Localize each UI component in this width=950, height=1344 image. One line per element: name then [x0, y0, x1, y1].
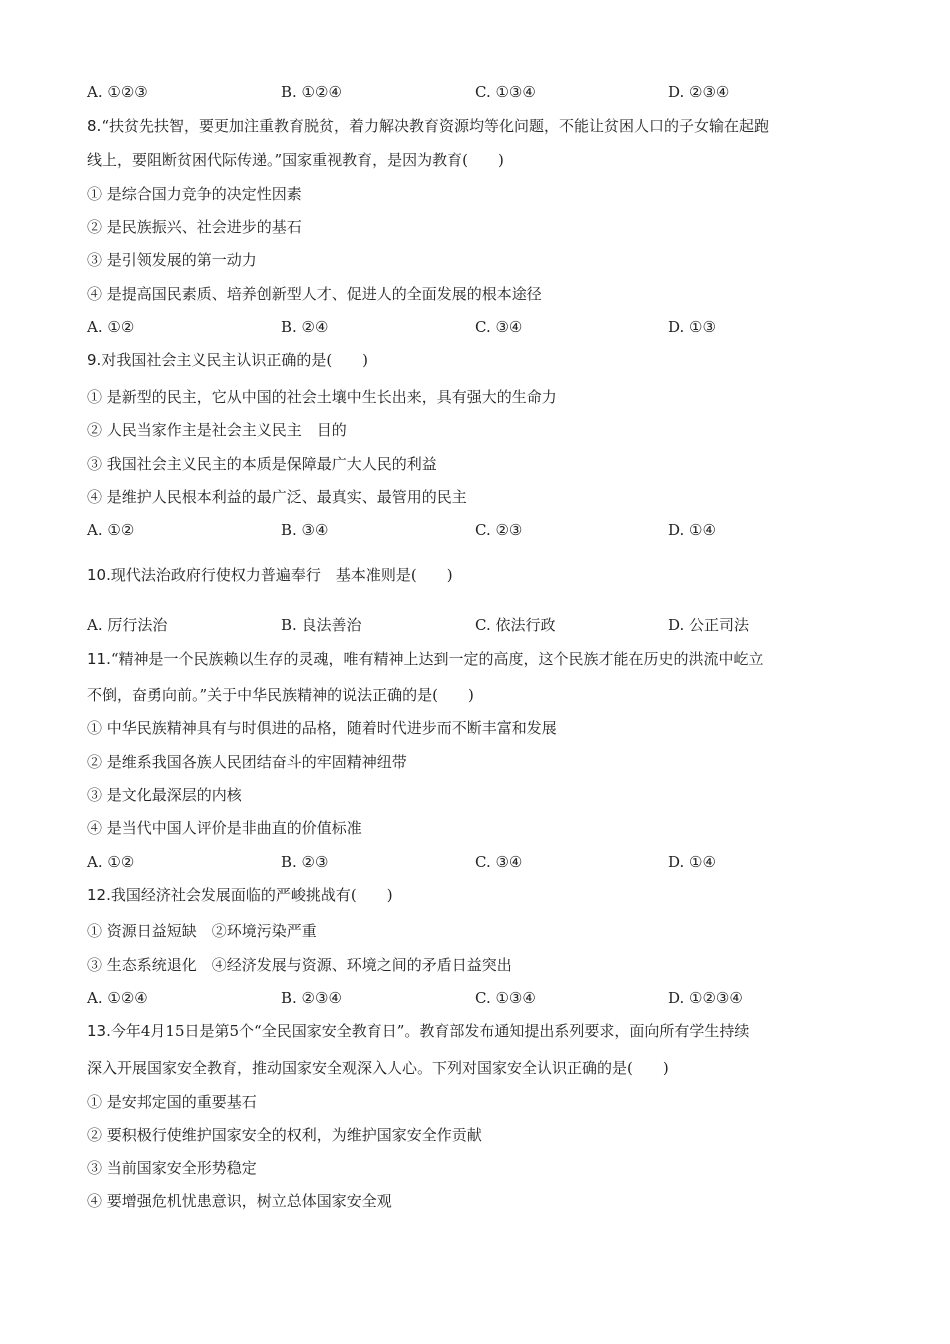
- q9-statement-3: ③ 我国社会主义民主的本质是保障最广大人民的利益: [87, 455, 437, 473]
- q9-statement-4: ④ 是维护人民根本利益的最广泛、最真实、最管用的民主: [87, 488, 467, 506]
- q10-option-d: D. 公正司法: [668, 616, 750, 634]
- q8-statement-2: ② 是民族振兴、社会进步的基石: [87, 218, 302, 236]
- q8-option-a: A. ①②: [87, 318, 135, 336]
- q8-option-b: B. ②④: [281, 318, 329, 336]
- q11-option-d: D. ①④: [668, 853, 716, 871]
- q11-statement-1: ① 中华民族精神具有与时俱进的品格，随着时代进步而不断丰富和发展: [87, 719, 557, 737]
- q13-stem-line1: 13.今年4月15日是第5个“全民国家安全教育日”。教育部发布通知提出系列要求，面向所有学生持续: [87, 1022, 750, 1040]
- q11-number: 11.: [87, 650, 111, 668]
- q12-statement-2: ③ 生态系统退化 ④经济发展与资源、环境之间的矛盾日益突出: [87, 956, 512, 974]
- q11-stem-line1: 11.“精神是一个民族赖以生存的灵魂，唯有精神上达到一定的高度，这个民族才能在历史的洪流中屹立: [87, 650, 764, 668]
- q9-option-b: B. ③④: [281, 521, 329, 539]
- q13-number: 13.: [87, 1022, 111, 1040]
- q12-option-b: B. ②③④: [281, 989, 342, 1007]
- q12-statement-1: ① 资源日益短缺 ②环境污染严重: [87, 922, 317, 940]
- q11-statement-4: ④ 是当代中国人评价是非曲直的价值标准: [87, 819, 362, 837]
- q8-number: 8.: [87, 117, 102, 135]
- q9-option-d: D. ①④: [668, 521, 716, 539]
- q11-stem-line2: 不倒，奋勇向前。”关于中华民族精神的说法正确的是( ): [87, 686, 474, 704]
- q10-option-a: A. 厉行法治: [87, 616, 168, 634]
- q13-statement-2: ② 要积极行使维护国家安全的权利，为维护国家安全作贡献: [87, 1126, 482, 1144]
- q10-stem: 10.现代法治政府行使权力普遍奉行 基本准则是( ): [87, 566, 453, 584]
- q8-statement-3: ③ 是引领发展的第一动力: [87, 251, 257, 269]
- q10-option-c: C. 依法行政: [475, 616, 556, 634]
- q7-option-a: A. ①②③: [87, 83, 148, 101]
- q12-options: [87, 988, 867, 1008]
- q8-stem-line1: 8.“扶贫先扶智，要更加注重教育脱贫，着力解决教育资源均等化问题，不能让贫困人口的子女输在起跑: [87, 117, 769, 135]
- q9-stem: 9.对我国社会主义民主认识正确的是( ): [87, 351, 369, 369]
- q7-option-c: C. ①③④: [475, 83, 536, 101]
- q7-options: [87, 82, 867, 102]
- q12-option-d: D. ①②③④: [668, 989, 743, 1007]
- q12-option-a: A. ①②④: [87, 989, 148, 1007]
- q12-number: 12.: [87, 886, 111, 904]
- q13-statement-3: ③ 当前国家安全形势稳定: [87, 1159, 257, 1177]
- q12-stem: 12.我国经济社会发展面临的严峻挑战有( ): [87, 886, 393, 904]
- q11-option-a: A. ①②: [87, 853, 135, 871]
- q9-number: 9.: [87, 351, 102, 369]
- q9-statement-1: ① 是新型的民主，它从中国的社会土壤中生长出来，具有强大的生命力: [87, 388, 557, 406]
- q11-options: [87, 852, 867, 872]
- q13-statement-4: ④ 要增强危机忧患意识，树立总体国家安全观: [87, 1192, 392, 1210]
- q10-number: 10.: [87, 566, 111, 584]
- q10-options: [87, 615, 867, 635]
- q9-option-c: C. ②③: [475, 521, 523, 539]
- q8-options: [87, 317, 867, 337]
- q12-option-c: C. ①③④: [475, 989, 536, 1007]
- q8-statement-1: ① 是综合国力竞争的决定性因素: [87, 185, 302, 203]
- q11-option-b: B. ②③: [281, 853, 329, 871]
- q9-option-a: A. ①②: [87, 521, 135, 539]
- q7-option-b: B. ①②④: [281, 83, 342, 101]
- q11-statement-2: ② 是维系我国各族人民团结奋斗的牢固精神纽带: [87, 753, 407, 771]
- q11-statement-3: ③ 是文化最深层的内核: [87, 786, 242, 804]
- q7-option-d: D. ②③④: [668, 83, 730, 101]
- q9-statement-2: ② 人民当家作主是社会主义民主 目的: [87, 421, 347, 439]
- q13-statement-1: ① 是安邦定国的重要基石: [87, 1093, 257, 1111]
- q8-option-c: C. ③④: [475, 318, 523, 336]
- q13-stem-line2: 深入开展国家安全教育，推动国家安全观深入人心。下列对国家安全认识正确的是( ): [87, 1059, 669, 1077]
- q11-option-c: C. ③④: [475, 853, 523, 871]
- q8-statement-4: ④ 是提高国民素质、培养创新型人才、促进人的全面发展的根本途径: [87, 285, 542, 303]
- q8-stem-line2: 线上，要阻断贫困代际传递。”国家重视教育，是因为教育( ): [87, 151, 504, 169]
- q9-options: [87, 520, 867, 540]
- q10-option-b: B. 良法善治: [281, 616, 362, 634]
- q8-option-d: D. ①③: [668, 318, 716, 336]
